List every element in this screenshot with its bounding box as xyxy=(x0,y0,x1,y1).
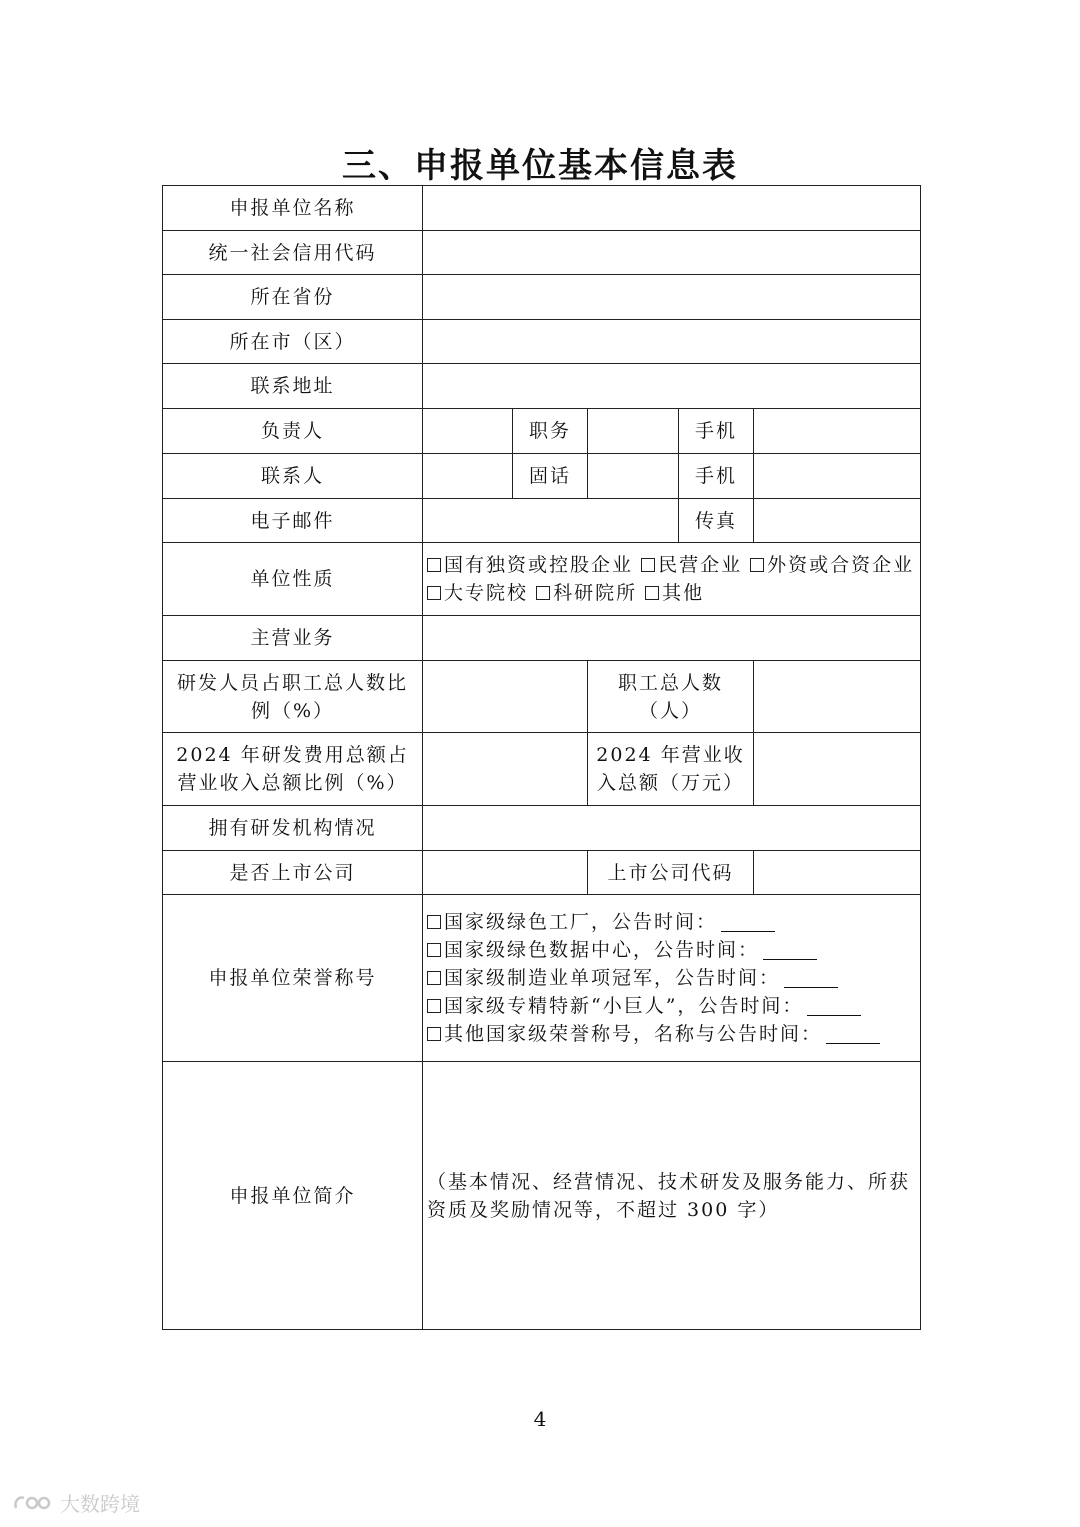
table-row xyxy=(163,895,921,1062)
nature-option[interactable]: 国有独资或控股企业 xyxy=(427,554,633,576)
rd-org-field[interactable] xyxy=(423,806,921,851)
address-field[interactable] xyxy=(423,364,921,409)
date-blank[interactable] xyxy=(763,941,817,960)
contact-label: 联系人 xyxy=(163,454,423,499)
table-row xyxy=(163,733,921,806)
date-blank[interactable] xyxy=(826,1025,880,1044)
honor-option[interactable]: 国家级制造业单项冠军，公告时间： xyxy=(427,964,916,992)
revenue-field[interactable] xyxy=(754,733,921,806)
honor-option[interactable]: 其他国家级荣誉称号，名称与公告时间： xyxy=(427,1020,916,1048)
checkbox-icon[interactable] xyxy=(427,915,441,929)
leader-mobile-field[interactable] xyxy=(754,409,921,454)
table-row xyxy=(163,851,921,895)
city-field[interactable] xyxy=(423,320,921,364)
nature-option[interactable]: 外资或合资企业 xyxy=(750,554,914,576)
page-title: 三、申报单位基本信息表 xyxy=(342,146,738,186)
province-field[interactable] xyxy=(423,275,921,320)
table-row xyxy=(163,499,921,543)
table-row xyxy=(163,275,921,320)
leader-mobile-label: 手机 xyxy=(679,409,754,454)
checkbox-icon[interactable] xyxy=(427,999,441,1013)
contact-mobile-label: 手机 xyxy=(679,454,754,499)
credit-code-field[interactable] xyxy=(423,231,921,275)
checkbox-icon[interactable] xyxy=(750,558,764,572)
credit-code-label: 统一社会信用代码 xyxy=(163,231,423,275)
checkbox-icon[interactable] xyxy=(427,586,441,600)
landline-field[interactable] xyxy=(588,454,679,499)
table-row xyxy=(163,454,921,499)
listed-label: 是否上市公司 xyxy=(163,851,423,895)
nature-option[interactable]: 其他 xyxy=(645,582,704,604)
table-row xyxy=(163,409,921,454)
rd-ratio-field[interactable] xyxy=(423,661,588,733)
revenue-label: 2024 年营业收入总额（万元） xyxy=(588,733,754,806)
nature-option[interactable]: 民营企业 xyxy=(641,554,742,576)
rd-expense-field[interactable] xyxy=(423,733,588,806)
main-business-field[interactable] xyxy=(423,616,921,661)
honor-option[interactable]: 国家级绿色工厂，公告时间： xyxy=(427,908,916,936)
checkbox-icon[interactable] xyxy=(427,943,441,957)
leader-label: 负责人 xyxy=(163,409,423,454)
table-row xyxy=(163,231,921,275)
stock-code-label: 上市公司代码 xyxy=(588,851,754,895)
rd-expense-label: 2024 年研发费用总额占营业收入总额比例（%） xyxy=(163,733,423,806)
honor-option[interactable]: 国家级绿色数据中心，公告时间： xyxy=(427,936,916,964)
date-blank[interactable] xyxy=(807,997,861,1016)
watermark xyxy=(12,1488,140,1517)
table-row xyxy=(163,616,921,661)
checkbox-icon[interactable] xyxy=(427,971,441,985)
contact-field[interactable] xyxy=(423,454,513,499)
city-label: 所在市（区） xyxy=(163,320,423,364)
province-label: 所在省份 xyxy=(163,275,423,320)
table-row xyxy=(163,364,921,409)
intro-hint: （基本情况、经营情况、技术研发及服务能力、所获资质及奖励情况等，不超过 300 字） xyxy=(427,1170,911,1221)
stock-code-field[interactable] xyxy=(754,851,921,895)
watermark-logo-icon xyxy=(12,1492,56,1514)
honor-option[interactable]: 国家级专精特新“小巨人”，公告时间： xyxy=(427,992,916,1020)
intro-label: 申报单位简介 xyxy=(163,1062,423,1330)
nature-label: 单位性质 xyxy=(163,543,423,616)
table-row xyxy=(163,543,921,616)
watermark-text: 大数跨境 xyxy=(60,1492,140,1516)
honor-label: 申报单位荣誉称号 xyxy=(163,895,423,1062)
nature-option[interactable]: 科研院所 xyxy=(536,582,637,604)
leader-field[interactable] xyxy=(423,409,513,454)
position-label: 职务 xyxy=(513,409,588,454)
checkbox-icon[interactable] xyxy=(427,1027,441,1041)
table-row xyxy=(163,806,921,851)
email-field[interactable] xyxy=(423,499,679,543)
address-label: 联系地址 xyxy=(163,364,423,409)
rd-ratio-label: 研发人员占职工总人数比例（%） xyxy=(163,661,423,733)
contact-mobile-field[interactable] xyxy=(754,454,921,499)
landline-label: 固话 xyxy=(513,454,588,499)
checkbox-icon[interactable] xyxy=(427,558,441,572)
checkbox-icon[interactable] xyxy=(645,586,659,600)
honor-options xyxy=(423,895,921,1062)
nature-options xyxy=(423,543,921,616)
table-row xyxy=(163,186,921,231)
total-staff-field[interactable] xyxy=(754,661,921,733)
org-name-label: 申报单位名称 xyxy=(163,186,423,231)
page-number: 4 xyxy=(533,1407,547,1431)
total-staff-label: 职工总人数（人） xyxy=(588,661,754,733)
date-blank[interactable] xyxy=(721,913,775,932)
email-label: 电子邮件 xyxy=(163,499,423,543)
table-row xyxy=(163,661,921,733)
fax-field[interactable] xyxy=(754,499,921,543)
info-form-table xyxy=(162,185,921,1330)
listed-field[interactable] xyxy=(423,851,588,895)
checkbox-icon[interactable] xyxy=(641,558,655,572)
table-row xyxy=(163,1062,921,1330)
checkbox-icon[interactable] xyxy=(536,586,550,600)
nature-option[interactable]: 大专院校 xyxy=(427,582,528,604)
position-field[interactable] xyxy=(588,409,679,454)
rd-org-label: 拥有研发机构情况 xyxy=(163,806,423,851)
main-business-label: 主营业务 xyxy=(163,616,423,661)
date-blank[interactable] xyxy=(784,969,838,988)
fax-label: 传真 xyxy=(679,499,754,543)
intro-field[interactable] xyxy=(423,1062,921,1330)
org-name-field[interactable] xyxy=(423,186,921,231)
table-row xyxy=(163,320,921,364)
